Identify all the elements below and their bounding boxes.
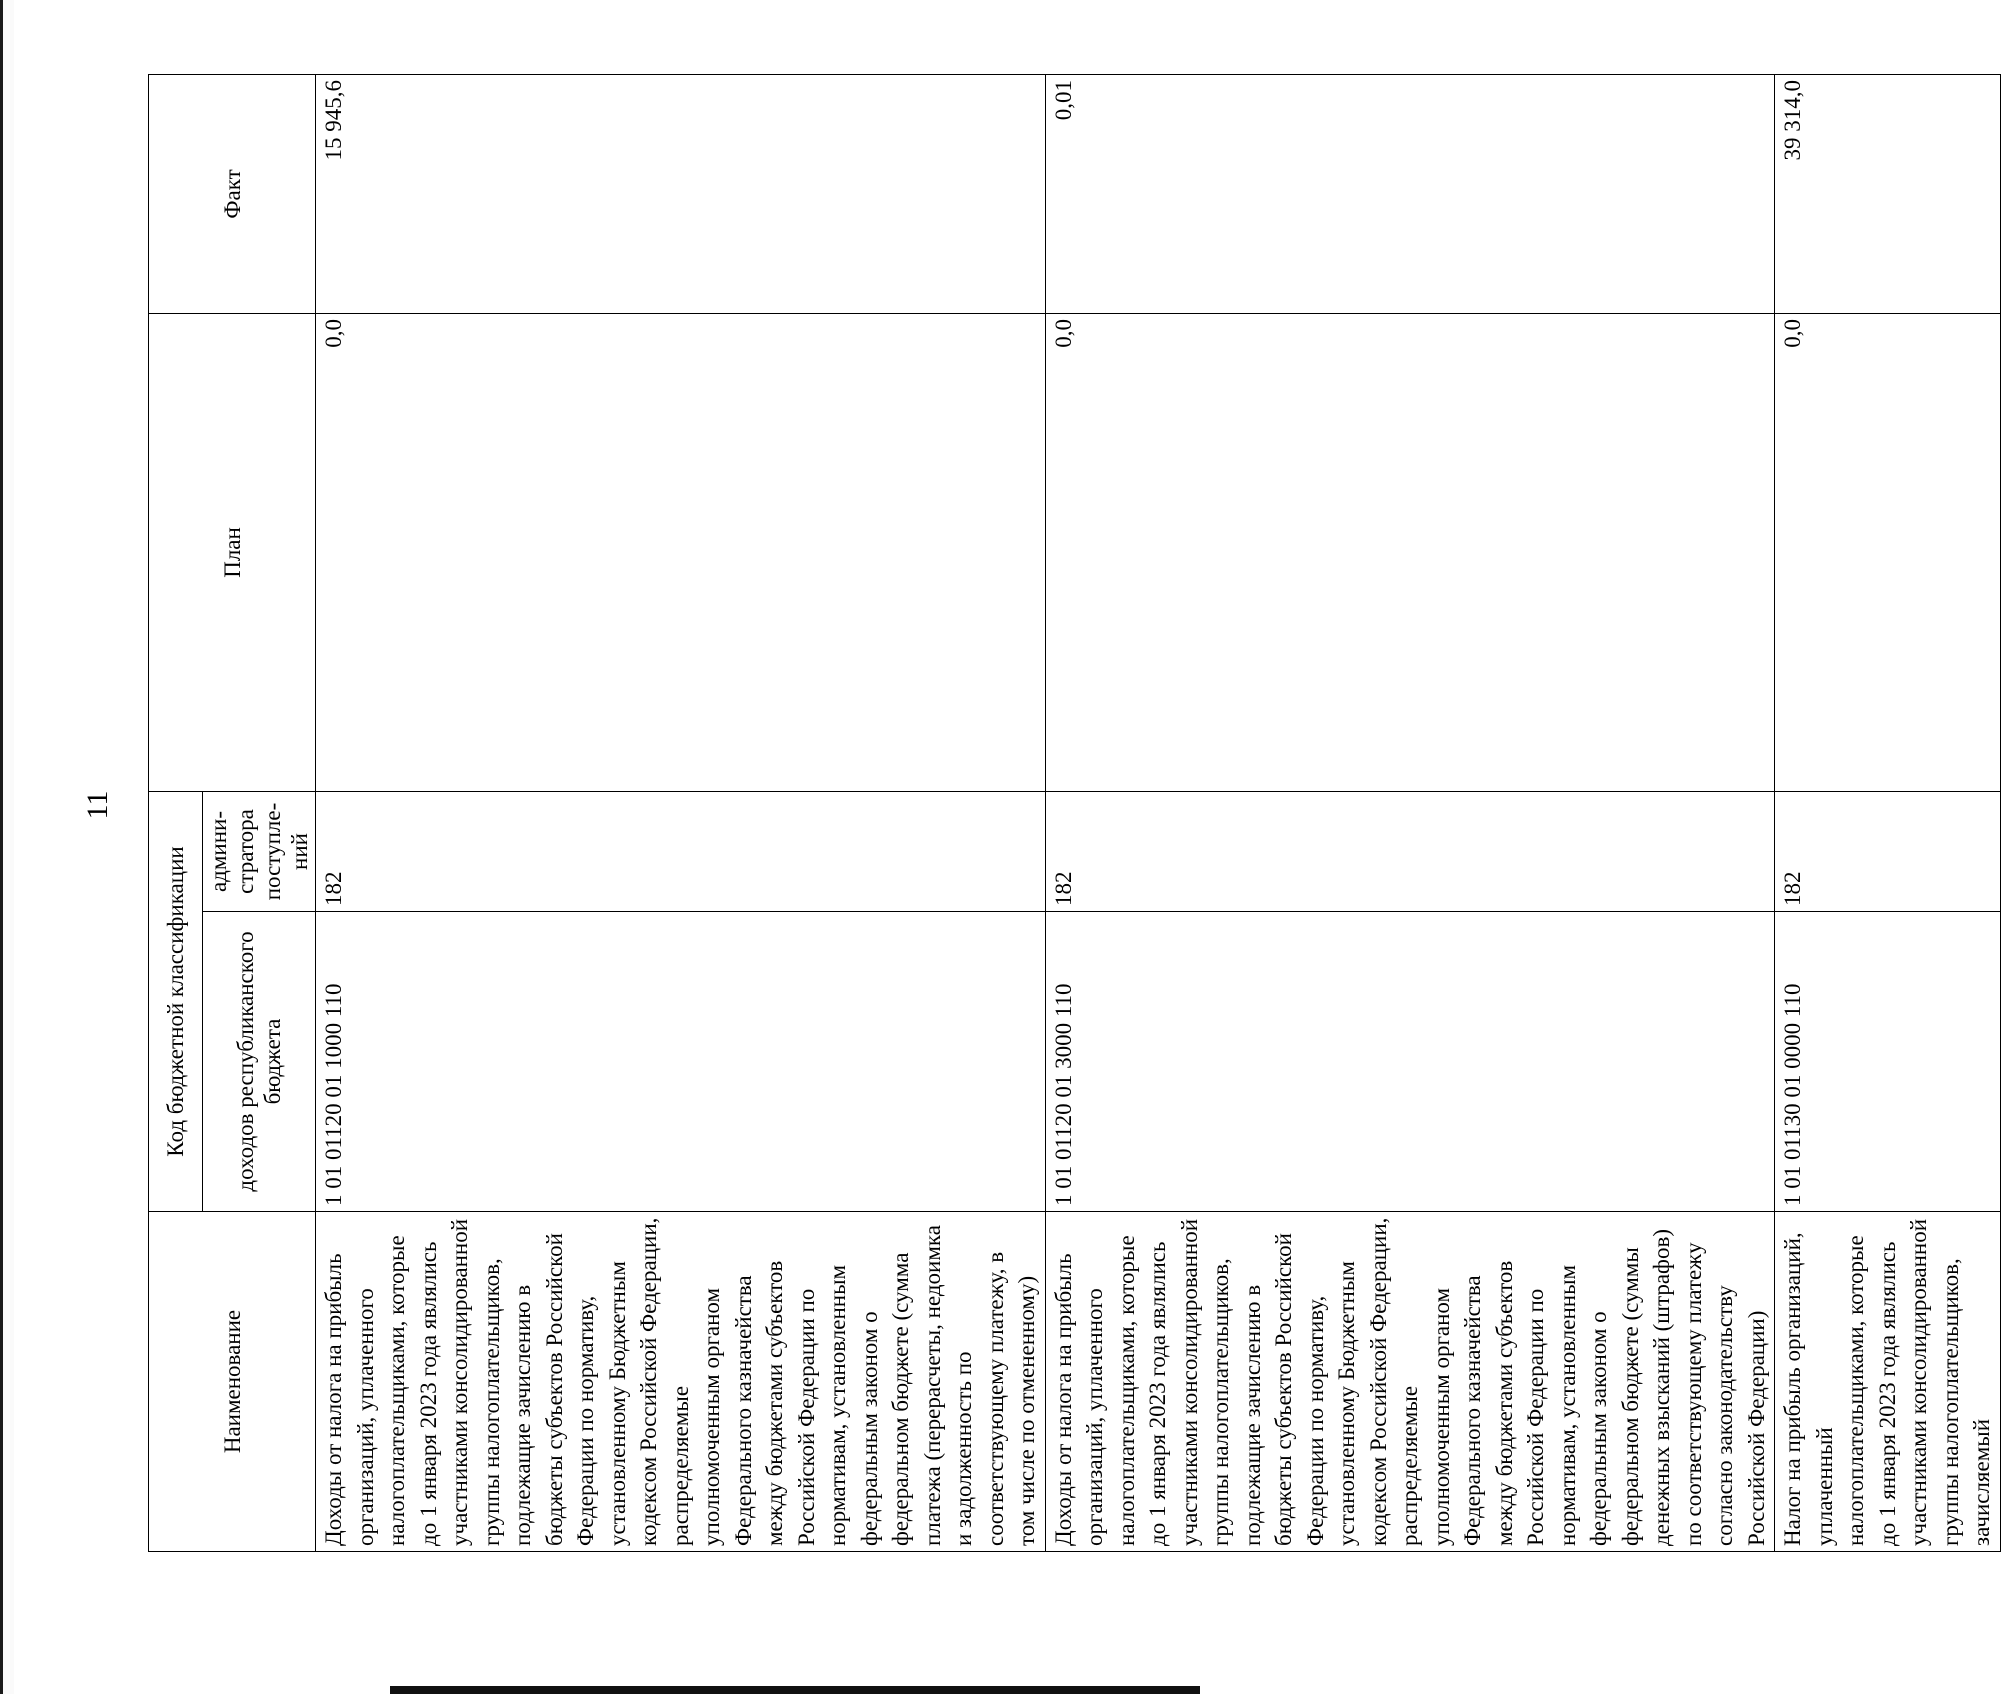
header-fact: Факт <box>149 74 316 313</box>
table-row <box>1045 74 1775 1551</box>
header-plan: План <box>149 313 316 791</box>
row-name: Доходы от налога на прибыль организаций, уплаченного налогоплательщиками, которые до 1 января 2023 года являлись участниками консолидированной группы налогоплательщиков, подлежащие зачислению в бюджеты субъектов Российской Федерации по нормативу, установленному Бюджетным кодексом Российской Федерации, распределяемые уполномоченным органом Федерального казначейства между бюджетами субъектов Российской Федерации по нормативам, установленным федеральным законом о федеральном бюджете (суммы денежных взысканий (штрафов) по соответствующему платежу согласно законодательству Российской Федерации) <box>1045 1212 1775 1552</box>
page-number: 11 <box>81 790 114 820</box>
row-fact: 39 314,0 <box>1775 74 2001 313</box>
row-fact: 15 945,6 <box>316 74 1046 313</box>
row-name: Налог на прибыль организаций, уплаченный налогоплательщиками, которые до 1 января 2023 года являлись участниками консолидированной группы налогоплательщиков, зачисляемый <box>1775 1212 2001 1552</box>
table-row <box>316 74 1046 1551</box>
table-row <box>1775 74 2001 1551</box>
row-revenue-code: 1 01 01130 01 0000 110 <box>1775 912 2001 1212</box>
row-plan: 0,0 <box>1045 313 1775 791</box>
scan-edge <box>390 1686 1200 1694</box>
header-administrator: админи-стратора поступле-ний <box>203 791 316 911</box>
row-revenue-code: 1 01 01120 01 1000 110 <box>316 912 1046 1212</box>
header-name: Наименование <box>149 1212 316 1552</box>
row-plan: 0,0 <box>316 313 1046 791</box>
row-revenue-code: 1 01 01120 01 3000 110 <box>1045 912 1775 1212</box>
budget-classification-table <box>148 74 2001 1552</box>
row-fact: 0,01 <box>1045 74 1775 313</box>
row-administrator: 182 <box>1045 791 1775 911</box>
row-administrator: 182 <box>316 791 1046 911</box>
row-plan: 0,0 <box>1775 313 2001 791</box>
row-name: Доходы от налога на прибыль организаций, уплаченного налогоплательщиками, которые до 1 января 2023 года являлись участниками консолидированной группы налогоплательщиков, подлежащие зачислению в бюджеты субъектов Российской Федерации по нормативу, установленному Бюджетным кодексом Российской Федерации, распределяемые уполномоченным органом Федерального казначейства между бюджетами субъектов Российской Федерации по нормативам, установленным федеральным законом о федеральном бюджете (сумма платежа (перерасчеты, недоимка и задолженность по соответствующему платежу, в том числе по отмененному) <box>316 1212 1046 1552</box>
header-revenue-code: доходов республиканского бюджета <box>203 912 316 1212</box>
rotated-table-container <box>148 75 1994 1552</box>
scan-edge <box>0 0 14 1694</box>
row-administrator: 182 <box>1775 791 2001 911</box>
header-code-group: Код бюджетной классификации <box>149 791 203 1211</box>
